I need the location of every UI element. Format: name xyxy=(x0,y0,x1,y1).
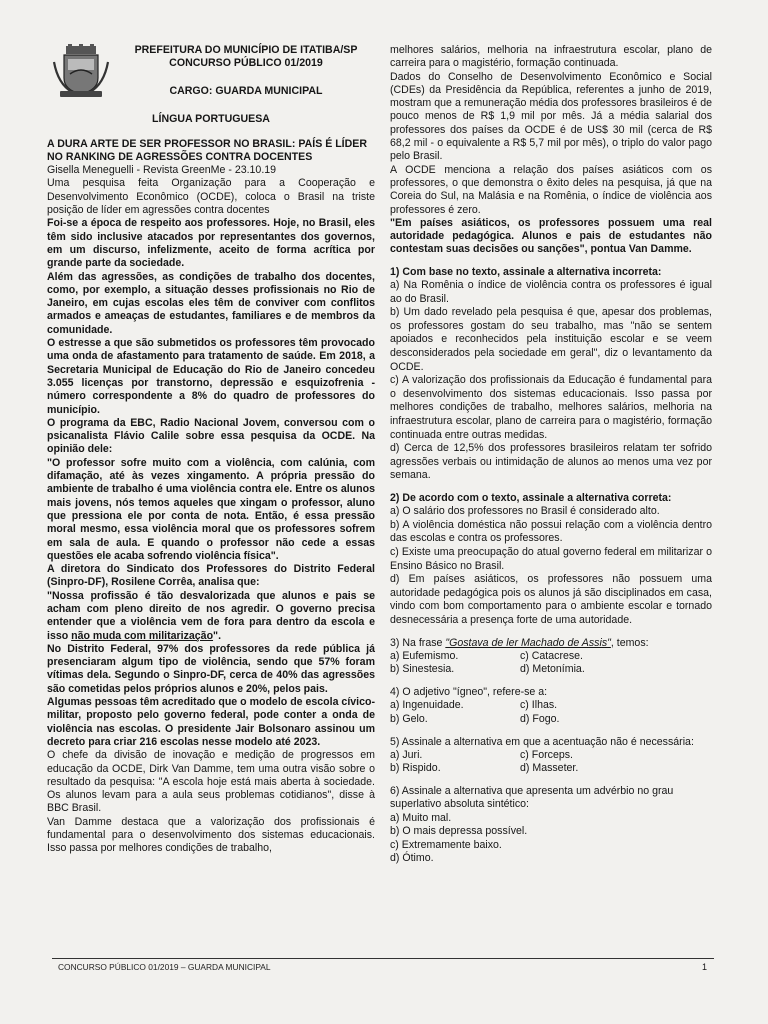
option-d: d) Ótimo. xyxy=(390,852,434,865)
option-c: c) Extremamente baixo. xyxy=(390,838,502,851)
article-paragraph: O chefe da divisão de inovação e medição de progressos em educação da OCDE, Dirk Van Damme, tem uma outra visão sobre o resultado da pesquisa: "A escola hoje está mais aberta à sociedade. Os alunos levam para a aula seus problemas cotidianos", disse à BBC Brasil. xyxy=(47,749,375,815)
q3-quote: "Gostava de ler Machado de Assis" xyxy=(445,636,611,649)
article-paragraph: A OCDE menciona a relação dos países asiáticos com os professores, o que demonstra o êxito deles na pesquisa, já que na Coreia do Sul, na Malásia e na Romênia, o índice de violência aos professores é zero. xyxy=(390,163,712,216)
question-4-heading: 4) O adjetivo "ígneo", refere-se a: xyxy=(390,686,548,699)
option-b: b) O mais depressa possível. xyxy=(390,825,528,838)
question-2-option: c) Existe uma preocupação do atual governo federal em militarizar o Ensino Básico no Brasil. xyxy=(390,546,712,572)
option-a: a) Eufemismo. xyxy=(390,649,459,662)
article-paragraph: Uma pesquisa feita Organização para a Cooperação e Desenvolvimento Econômico (OCDE), coloca o Brasil na triste posição de líder em agressões contra docentes xyxy=(47,177,375,217)
question-3-options xyxy=(390,650,712,677)
option-a: a) Ingenuidade. xyxy=(390,699,464,712)
question-2-option: d) Em países asiáticos, os professores não possuem uma autoridade pedagógica pois os alunos já são disciplinados em casa, vindo com bom comportamento para o ambiente escolar e tornado desnecessária a presença forte de uma autoridade. xyxy=(390,573,712,626)
question-1-option: d) Cerca de 12,5% dos professores brasileiros relatam ter sofrido agressões verbais ou intimidação de alunos ao menos uma vez por semana. xyxy=(390,442,712,482)
question-5-heading: 5) Assinale a alternativa em que a acentuação não é necessária: xyxy=(390,735,694,748)
q3-prefix: 3) Na frase xyxy=(390,636,446,649)
question-3-heading xyxy=(390,637,712,650)
question-1-heading: 1) Com base no texto, assinale a alternativa incorreta: xyxy=(390,265,662,278)
question-6-heading: 6) Assinale a alternativa que apresenta um advérbio no grau superlativo absoluta sintético: xyxy=(390,785,674,811)
option-c: c) Forceps. xyxy=(520,748,573,761)
option-b: b) Sinestesia. xyxy=(390,663,455,676)
option-d: d) Masseter. xyxy=(520,762,579,775)
quote-text: "Nossa profissão é tão desvalorizada que alunos e pais se acham com pleno direito de nos agredir. O governo precisa entender que a violência vem de fora para dentro da escola e isso xyxy=(47,589,375,642)
page-number: 1 xyxy=(702,962,708,972)
article-paragraph: Algumas pessoas têm acreditado que o modelo de escola cívico-militar, proposto pelo governo federal, pode conter a onda de violência nas escolas. O presidente Jair Bolsonaro assinou um decreto para criar 216 escolas nesse modelo até 2023. xyxy=(47,696,375,748)
question-4-options xyxy=(390,699,712,726)
quote-end: ". xyxy=(213,629,222,642)
question-2-option: b) A violência doméstica não possui relação com a violência dentro das escolas e contra os professores. xyxy=(390,518,712,545)
left-column xyxy=(47,44,375,856)
question-1-option: c) A valorização dos profissionais da Educação é fundamental para o desenvolvimento dos sistemas educacionais. Isso passa por melhores condições de trabalho, melhores salários, melhoria na infraestrutura escolar, plano de carreira para o magistério, formação continuada entre outras medidas. xyxy=(390,374,712,441)
article-paragraph: "O professor sofre muito com a violência, com calúnia, com difamação, até às vezes xingamento. A própria pressão do ambiente de trabalho é uma violência contra ele. Entre os alunos mais jovens, nós temos aqueles que xingam o professor, aluno que pressiona ele por conta de nota. Então, é essa pressão moral mesmo, essa violência moral que os professores sofrem em sala de aula. E quando o professor não cede a essas questões ele acaba sofrendo violência física". xyxy=(47,456,375,562)
header-line-2: CONCURSO PÚBLICO 01/2019 xyxy=(169,57,323,69)
article-paragraph: Foi-se a época de respeito aos professores. Hoje, no Brasil, eles têm sido inclusive atacados por representantes dos governos, em um discurso, infelizmente, aceito de forma acrítica por grande parte da sociedade. xyxy=(47,217,375,270)
option-a: a) Muito mal. xyxy=(390,811,452,824)
article-paragraph: Dados do Conselho de Desenvolvimento Econômico e Social (CDEs) da Presidência da República, referentes a junho de 2019, mostram que a remuneração média dos professores brasileiros é de pouco menos de R$ 1,9 mil por mês. Já a média salarial dos professores dos países da OCDE é de US$ 30 mil (cerca de R$ 68,2 mil - o equivalente a R$ 5,7 mil por mês), o triplo do valor pago pelo Brasil. xyxy=(390,70,712,163)
option-c: c) Catacrese. xyxy=(520,649,583,662)
right-column xyxy=(390,44,712,866)
article-paragraph: O programa da EBC, Radio Nacional Jovem, conversou com o psicanalista Flávio Calile sobre essa pesquisa da OCDE. Na opinião dele: xyxy=(47,416,375,456)
option-b: b) Gelo. xyxy=(390,712,428,725)
subject-title: LÍNGUA PORTUGUESA xyxy=(152,113,270,126)
question-1-option: b) Um dado revelado pela pesquisa é que, apesar dos problemas, os professores gostam do seu trabalho, mas "não se sentem apoiados e reconhecidos pela instituição escolar e se veem desconsiderados pela sociedade em geral", diz o levantamento da OCDE. xyxy=(390,306,712,373)
article-paragraph: melhores salários, melhoria na infraestrutura escolar, plano de carreira para o magistério, formação continuada. xyxy=(390,44,712,70)
article-title: A DURA ARTE DE SER PROFESSOR NO BRASIL: PAÍS É LÍDER NO RANKING DE AGRESSÕES CONTRA DOCENTES xyxy=(47,137,367,163)
article-paragraph: Van Damme destaca que a valorização dos profissionais é fundamental para o desenvolvimento dos sistemas educacionais. Isso passa por melhores condições de trabalho, xyxy=(47,815,375,855)
option-c: c) Ilhas. xyxy=(520,699,558,712)
option-d: d) Fogo. xyxy=(520,712,560,725)
article-paragraph: O estresse a que são submetidos os professores têm provocado uma onda de afastamento para tratamento de saúde. Em 2018, a Secretaria Municipal de Educação do Rio de Janeiro concedeu 3.055 licenças por transtorno, depressão e esquizofrenia - número correspondente a 8% do quadro de professores do município. xyxy=(47,337,375,416)
article-paragraph: No Distrito Federal, 97% dos professores da rede pública já presenciaram algum tipo de violência, sendo que 57% foram vítimas dela. Segundo o Sinpro-DF, cerca de 40% das agressões são cometidas pelos próprios alunos e 20%, pelos pais. xyxy=(47,642,375,695)
article-byline: Gisella Meneguelli - Revista GreenMe - 23.10.19 xyxy=(47,164,277,177)
option-a: a) Juri. xyxy=(390,748,423,761)
option-d: d) Metonímia. xyxy=(520,663,585,676)
question-5-options xyxy=(390,749,712,776)
q3-suffix: , temos: xyxy=(610,636,649,649)
underlined-text: não muda com militarização xyxy=(71,629,214,642)
cargo-title: CARGO: GUARDA MUNICIPAL xyxy=(169,85,323,97)
article-paragraph: Além das agressões, as condições de trabalho dos docentes, como, por exemplo, a situação desses profissionais no Rio de Janeiro, em cujas escolas eles têm de conviver com conflitos armados e ameaças de estudantes, familiares e de membros da comunidade. xyxy=(47,270,375,336)
question-2-option: a) O salário dos professores no Brasil é considerado alto. xyxy=(390,505,660,518)
question-2-heading: 2) De acordo com o texto, assinale a alternativa correta: xyxy=(390,491,672,504)
exam-header xyxy=(117,44,375,70)
article-paragraph: A diretora do Sindicato dos Professores do Distrito Federal (Sinpro-DF), Rosilene Corrêa, analisa que: xyxy=(47,563,375,589)
article-paragraph xyxy=(47,590,375,643)
header-line-1: PREFEITURA DO MUNICÍPIO DE ITATIBA/SP xyxy=(134,44,358,56)
question-1-option: a) Na Romênia o índice de violência contra os professores é igual ao do Brasil. xyxy=(390,279,712,305)
article-paragraph: "Em países asiáticos, os professores possuem uma real autoridade pedagógica. Alunos e pais de estudantes não contestam suas decisões ou sanções", pontua Van Damme. xyxy=(390,216,712,256)
footer-text: CONCURSO PÚBLICO 01/2019 – GUARDA MUNICIPAL xyxy=(58,962,271,972)
option-b: b) Rispido. xyxy=(390,762,441,775)
footer-divider xyxy=(52,958,714,959)
